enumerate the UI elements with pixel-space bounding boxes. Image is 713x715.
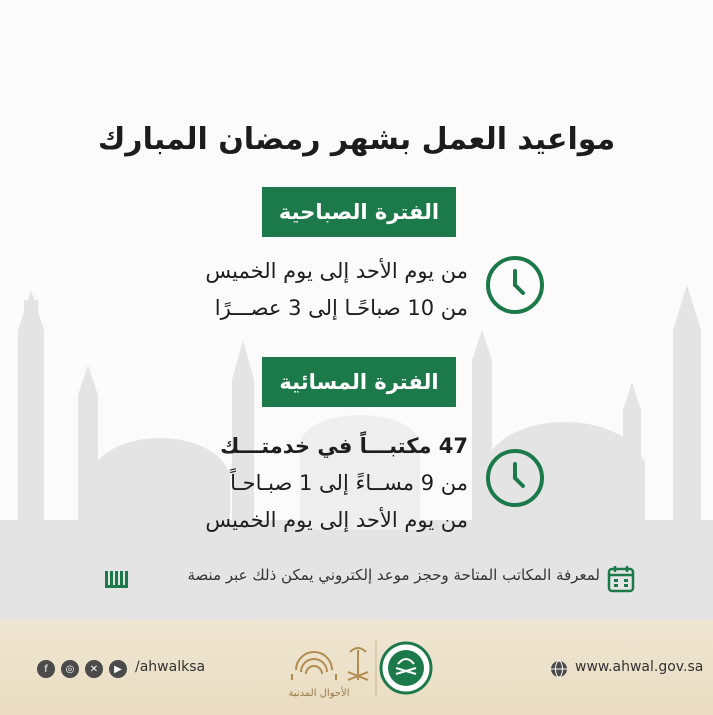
youtube-icon[interactable]: ▶	[109, 660, 127, 678]
morning-time-text: من 10 صباحًـا إلى 3 عصـــرًا	[214, 296, 468, 320]
clock-icon	[483, 253, 547, 317]
globe-icon	[550, 660, 568, 678]
social-handle[interactable]: /ahwalksa	[135, 659, 206, 675]
evening-days-text: من يوم الأحد إلى يوم الخميس	[205, 508, 468, 532]
social-links	[37, 660, 127, 678]
booking-info-text: لمعرفة المكاتب المتاحة وحجز موعد إلكتروني يمكن ذلك عبر منصة	[187, 566, 600, 584]
page-title: مواعيد العمل بشهر رمضان المبارك	[97, 122, 616, 157]
calendar-icon	[606, 564, 636, 594]
website-link[interactable]: www.ahwal.gov.sa	[575, 659, 704, 675]
instagram-icon[interactable]: ◎	[61, 660, 79, 678]
evening-hours	[150, 428, 468, 539]
x-icon[interactable]: ✕	[85, 660, 103, 678]
morning-days-text: من يوم الأحد إلى يوم الخميس	[205, 259, 468, 283]
clock-icon	[483, 446, 547, 510]
evening-time-text: من 9 مســاءً إلى 1 صبـاحـاً	[230, 471, 468, 495]
absher-logo	[104, 568, 130, 590]
morning-hours	[150, 253, 468, 327]
facebook-icon[interactable]: f	[37, 660, 55, 678]
evening-offices-text: 47 مكتبـــاً في خدمتـــك	[220, 434, 468, 458]
evening-period-badge: الفترة المسائية	[262, 357, 456, 407]
brand-name: الأحوال المدنية	[288, 688, 350, 699]
morning-period-badge: الفترة الصباحية	[262, 187, 456, 237]
